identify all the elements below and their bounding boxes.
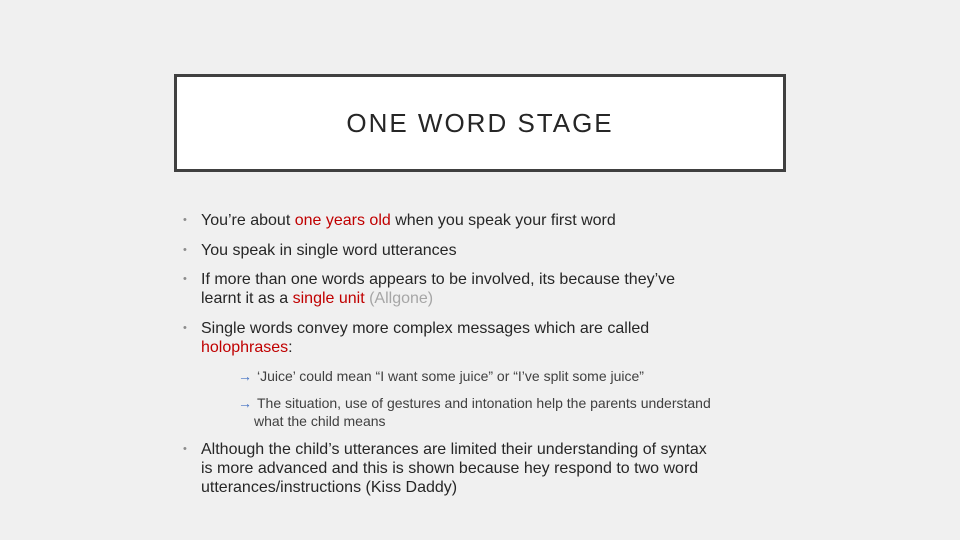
arrow-right-icon: → [238, 368, 252, 384]
bullet-text: You speak in single word utterances [201, 242, 457, 259]
bullet-text: Although the child’s utterances are limited their understanding of syntax is more advanced and this is shown because hey respond to two word utterances/instructions (Kiss Daddy) [201, 441, 707, 496]
title-box [174, 74, 786, 172]
arrow-right-icon: → [238, 395, 252, 411]
sub-bullet-text: ‘Juice’ could mean “I want some juice” or “I’ve split some juice” [257, 368, 644, 384]
bullet-dot-icon: • [183, 322, 187, 334]
slide-title: ONE WORD STAGE [346, 107, 614, 138]
bullet-text: Single words convey more complex messages which are called holophrases: [201, 320, 650, 356]
bullet-text: You’re about one years old when you speak your first word [201, 212, 616, 229]
highlight-red: holophrases [201, 339, 289, 356]
bullet-dot-icon: • [183, 443, 187, 455]
bullet-dot-icon: • [183, 244, 187, 256]
bullet-text: If more than one words appears to be involved, its because they’ve learnt it as a single unit (Allgone) [201, 271, 676, 307]
sub-bullet-text: The situation, use of gestures and intonation help the parents understand what the child means [254, 395, 711, 429]
bullet-dot-icon: • [183, 273, 187, 285]
bullet-dot-icon: • [183, 214, 187, 226]
highlight-red: single unit [292, 290, 365, 307]
highlight-red: one years old [294, 212, 391, 229]
highlight-grey: (Allgone) [364, 290, 434, 307]
